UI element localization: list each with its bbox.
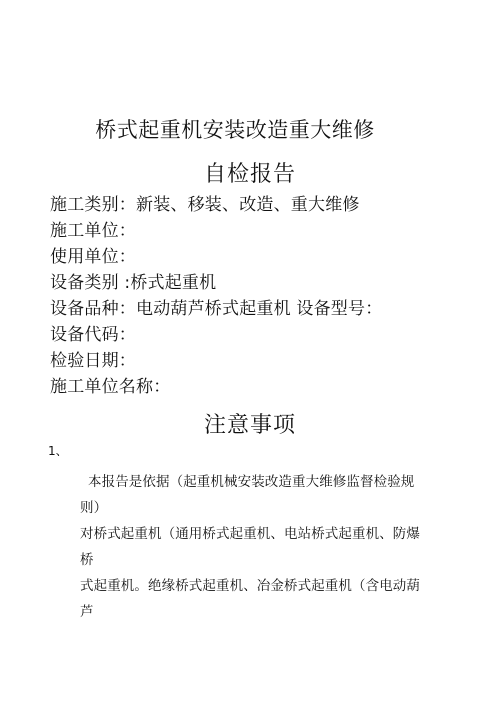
report-title-line2: 自检报告 [203,162,296,187]
notice-line: 式起重机。绝缘桥式起重机、冶金桥式起重机（含电动葫 [80,578,420,594]
field-equipment-category: 设备类别 :桥式起重机 [50,273,217,293]
notice-line: 对桥式起重机（通用桥式起重机、电站桥式起重机、防爆 [80,526,420,542]
field-construction-unit-name: 施工单位名称： [50,377,171,397]
notice-line: 桥 [80,552,94,568]
field-construction-type: 施工类别：新装、移装、改造、重大维修 [50,195,360,215]
notice-title: 注意事项 [203,413,296,438]
notice-item-number: 1、 [48,444,68,458]
field-construction-unit: 施工单位： [50,221,136,241]
notice-line: 则） [80,500,108,516]
notice-line: 本报告是依据（起重机械安装改造重大维修监督检验规 [88,474,415,490]
notice-line: 芦 [80,604,94,620]
field-inspection-date: 检验日期： [50,351,136,371]
report-title-line1: 桥式起重机安装改造重大维修 [95,118,375,142]
field-equipment-variety-model: 设备品种：电动葫芦桥式起重机 设备型号： [50,299,383,319]
field-equipment-code: 设备代码： [50,325,136,345]
field-user-unit: 使用单位： [50,247,136,267]
